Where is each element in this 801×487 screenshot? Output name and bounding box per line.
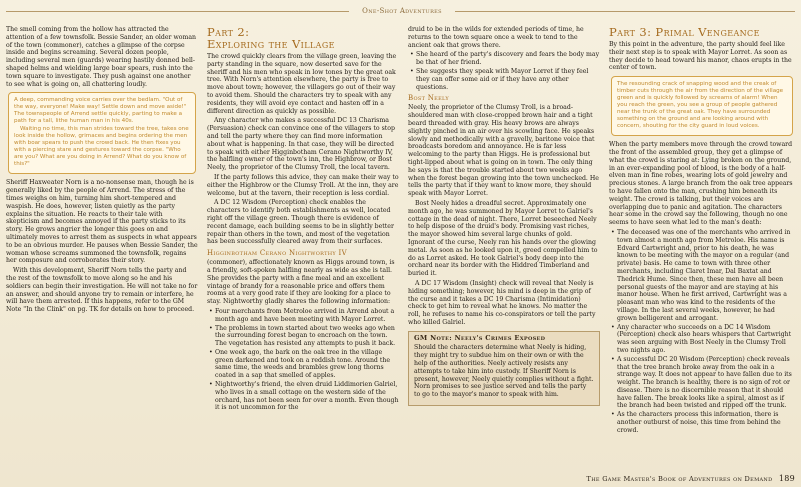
list-item: • The deceased was one of the merchants who arrived in town almost a month ago from Metroloe. His name is Edvard Cartwright and, prior to his death, he was known to be meeting with the mayor on a regular (and private) basis. He came to town with three other merchants, including Claret Imar, Dal Baxtat and Thedrick Hume. Since then, these men have all been personal guests of the mayor and are staying at his manor house. When he first arrived, Cartwright was a pleasant man who was kind to the residents of the village. In the last several weeks, however, he had grown belligerent and arrogant. <box>617 229 795 323</box>
gm-note-body: Should the characters determine what Neely is hiding, they might try to subdue him on their own or with the help of the authorities. Neely actively resists any attempts to take him into custody. If Sheriff Norn is present, however, Neely quietly complies without a fight. Norn promises to see justice served and tells the party to go to the mayor's manor to speak with him. <box>414 344 594 399</box>
part-3-heading: Part 3: Primal Vengeance <box>609 25 760 39</box>
paragraph: A DC 17 Wisdom (Insight) check will reveal that Neely is hiding something; however, his mind is deep in the grip of the curse and it takes a DC 19 Charisma (Intimidation) check to get him to reveal what he knows. No matter the roll, he refuses to name his co-conspirators or tell the party who killed Galriel. <box>408 279 596 326</box>
book-title: The Game Master's Book of Adventures on Demand <box>586 475 773 483</box>
list-item: • She suggests they speak with Mayor Lorret if they feel they can offer some aid or if they have any other questions. <box>416 68 600 91</box>
list-item: • She heard of the party's discovery and fears the body may be that of her friend. <box>416 51 600 67</box>
list-item: • Nightworthy's friend, the elven druid Liddimorien Galriel, who lives in a small cottage on the western side of the orchard, has not been seen for over a month. Even though it is not uncommon for the <box>215 381 399 412</box>
column-4 <box>609 26 795 437</box>
read-aloud-box <box>8 92 196 174</box>
part-2-heading-line1: Part 2: <box>207 25 250 39</box>
part-2-heading <box>207 26 399 50</box>
list-item: • A successful DC 20 Wisdom (Perception) check reveals that the tree branch broke away from the oak in a strange way. It does not appear to have fallen due to its weight. The branch is healthy, there is no sign of rot or disease. There is no discernible reason that it should have fallen. The break looks like a spiral, almost as if the branch had been twisted and ripped off the trunk. <box>617 356 795 411</box>
subheading-bost-neely: Bost Neely <box>408 94 449 103</box>
paragraph: Sheriff Haxweater Norn is a no-nonsense man, though he is generally liked by the people of Arrend. The stress of the times weighs on him, turning him short-tempered and waspish. He does, however, listen quietly as the party explains the situation. He reacts to their tale with skepticism and becomes annoyed if the party sticks to its story. He grows angrier the longer this goes on and ultimately moves to arrest them as suspects in what appears to be an obvious murder. He pauses when Bessie Sander, the woman whose screams summoned the townsfolk, regains her composure and corroborates their story. <box>6 179 198 265</box>
paragraph: (commoner), affectionately known as Higgs around town, is a friendly, soft-spoken halfling nearly as wide as she is tall. She provides the party with a fine meal and an excellent vintage of brandy for a reasonable price and offers them rooms at a very good rate if they are looking for a place to stay. Nightworthy gladly shares the following information: <box>207 259 395 306</box>
column-1 <box>6 26 198 316</box>
paragraph: If the party follows this advice, they can make their way to either the Highbrow or the Clumsy Troll. At the inn, they are welcome, but at the tavern, their reception is less cordial. <box>207 173 399 197</box>
paragraph: When the party members move through the crowd toward the front of the assembled group, they get a glimpse of what the crowd is staring at: Lying broken on the ground, in an ever-expanding pool of blood, is the body of a half-elven man in fine robes, wearing lots of gold jewelry and precious stones. A large branch from the oak tree appears to have fallen onto the man, crushing him beneath its weight. The crowd is talking, but their voices are overlapping due to panic and agitation. The characters hear some in the crowd say the following, though no one seems to have seen what led to the man's death: <box>609 141 793 227</box>
bullet-list <box>408 51 600 91</box>
paragraph: A DC 12 Wisdom (Perception) check enables the characters to identify both establishments as well, located right off the village green. Though there is evidence of recent damage, each building seems to be in slightly better repair than others in the town, and most of the vegetation has been successfully cleared away from their surfaces. <box>207 199 394 246</box>
subheading-higginbotham: Higginbotham Cerano Nightworthy IV <box>207 249 347 258</box>
paragraph: Any character who makes a successful DC 13 Charisma (Persuasion) check can convince one of the villagers to stop and tell the party where they can find more information about what is happening. In that case, they will be directed to speak with either Higginbotham Cerano Nightworthy IV, the halfling owner of the town's inn, the Highbrow, or Bost Neely, the proprietor of the Clumsy Troll, the local tavern. <box>207 117 395 172</box>
gm-note-title: GM Note: Neely's Crimes Exposed <box>414 333 546 342</box>
paragraph: Bost Neely hides a dreadful secret. Approximately one month ago, he was summoned by Mayor Lorret to Galriel's cottage in the dead of night. There, Lorret beseeched Neely to help dispose of the druid's body. Promising vast riches, the mayor showed him several large chunks of gold. Ignorant of the curse, Neely ran his hands over the glowing metal. As soon as he looked upon it, greed compelled him to do as Lorret asked. He took Galriel's body deep into the orchard near its border with the Hiddred Timberland and buried it. <box>408 199 598 278</box>
paragraph: druid to be in the wilds for extended periods of time, he returns to the town square once a week to tend to the ancient oak that grows there. <box>408 26 584 49</box>
header-rule-left <box>6 11 349 12</box>
running-head: One-Shot Adventures <box>362 7 442 15</box>
list-item: • Four merchants from Metroloe arrived in Arrend about a month ago and have been meeting with Mayor Lorret. <box>215 308 399 324</box>
paragraph: The crowd quickly clears from the village green, leaving the party standing in the square, now deserted save for the sheriff and his men who speak in low tones by the great oak tree. With Norn's attention elsewhere, the party is free to move about town; however, the villagers go out of their way to avoid them. Should the characters try to speak with any residents, they will avoid eye contact and hasten off in a different direction as quickly as possible. <box>207 53 397 115</box>
part-2-heading-line2: Exploring the Village <box>207 37 335 51</box>
page-footer <box>452 474 795 484</box>
read-aloud-paragraph: The resounding crack of snapping wood and the creak of timber cuts through the air from the direction of the village green and is quickly followed by screams of alarm! When you reach the green, you see a group of people gathered near the trunk of the great oak. They have surrounded something on the ground and are looking around with concern, shouting for the city guard in loud voices. <box>617 81 784 130</box>
list-item: • As the characters process this information, there is another outburst of noise, this time from behind the crowd. <box>617 411 795 434</box>
column-2 <box>207 26 399 414</box>
read-aloud-paragraph: Waiting no time, this man strides toward the tree, takes one look inside the hollow, grimaces and begins ordering the men with boar spears to push the crowd back. He then fixes you with a piercing stare and gestures toward the corpse. "Who are you? What are you doing in Arrend? What do you know of this?" <box>14 126 189 168</box>
gm-note-box <box>408 331 600 406</box>
header-rule-right <box>455 11 795 12</box>
column-3 <box>408 26 600 409</box>
paragraph: The smell coming from the hollow has attracted the attention of a few townsfolk. Bessie Sander, an older woman of the town (commoner), catches a glimpse of the corpse inside and begins screaming. Several dozen people, including several men (guards) wearing hastily donned bell-shaped helms and wielding large boar spears, rush into the town square to investigate. They push against one another to see what is going on, all chattering loudly. <box>6 26 197 88</box>
paragraph: Neely, the proprietor of the Clumsy Troll, is a broad-shouldered man with close-cropped brown hair and a tight beard threaded with gray. His heavy brows are always slightly pinched in an air over his scowling face. He speaks slowly and methodically with a gravelly, baritone voice that broadcasts boredom and annoyance. He is far less welcoming to the party than Higgs. He is professional but tight-lipped about what is going on in town. The only thing he says is that the trouble started about two weeks ago when the forest began growing into the town unchecked. He tells the party that if they want to know more, they should speak with Mayor Lorret. <box>408 104 599 198</box>
list-item: • One week ago, the bark on the oak tree in the village green darkened and took on a reddish tone. Around the same time, the weeds and brambles grew long thorns coated in a sap that smelled of apples. <box>215 349 399 380</box>
read-aloud-box <box>611 76 793 136</box>
read-aloud-paragraph: A deep, commanding voice carries over the bedlam. "Out of the way, everyone! Make way! Settle down and move aside!" The townspeople of Arrend settle quickly, parting to make a path for a tall, lithe human man in his 40s. <box>14 97 187 125</box>
list-item: • The problems in town started about two weeks ago when the surrounding forest began to encroach on the town. The vegetation has resisted any attempts to push it back. <box>215 325 399 348</box>
page-number: 189 <box>778 474 795 483</box>
paragraph: By this point in the adventure, the party should feel like their next step is to speak with Mayor Lorret. As soon as they decide to head toward his manor, chaos erupts in the center of town. <box>609 41 792 72</box>
bullet-list <box>207 308 399 412</box>
list-item: • Any character who succeeds on a DC 14 Wisdom (Perception) check also hears whispers that Cartwright was seen arguing with Bost Neely in the Clumsy Troll two nights ago. <box>617 324 795 355</box>
paragraph: With this development, Sheriff Norn tells the party and the rest of the townsfolk to move along so he and his soldiers can begin their investigation. He will not take no for an answer, and should anyone try to remain or interfere, he will have them arrested. If this happens, refer to the GM Note "In the Clink" on pg. TK for details on how to proceed. <box>6 267 198 314</box>
bullet-list <box>609 229 795 435</box>
